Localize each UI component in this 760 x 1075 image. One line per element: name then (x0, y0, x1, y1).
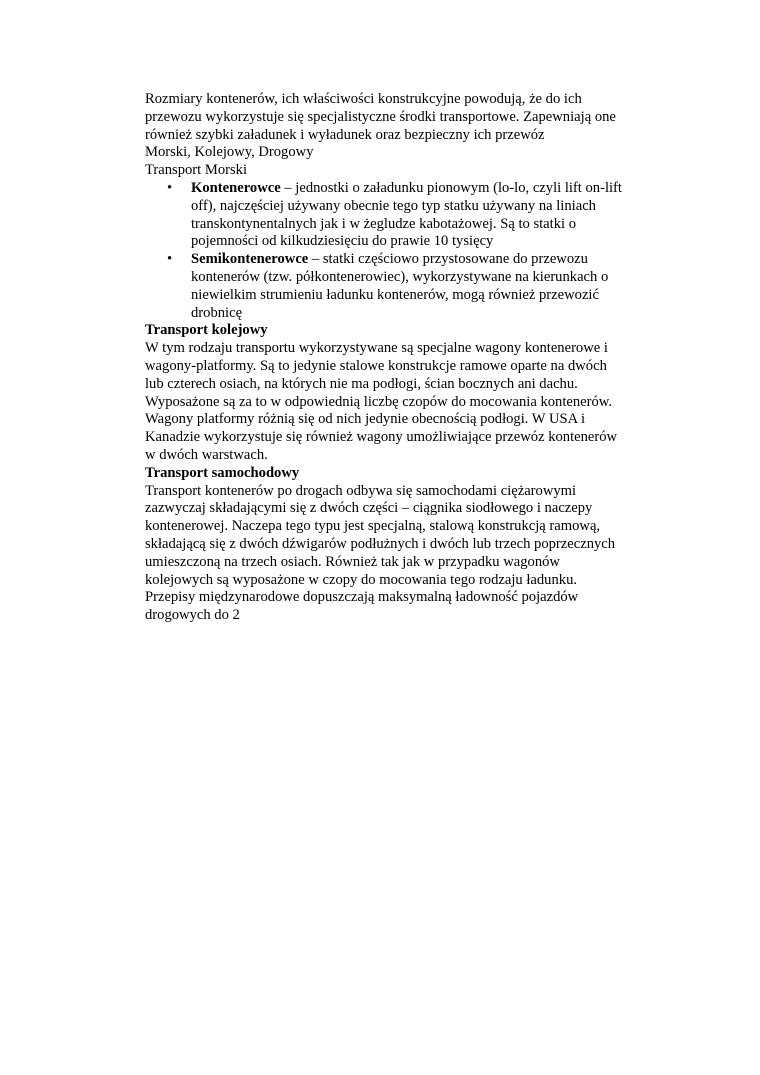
road-transport-heading: Transport samochodowy (145, 464, 300, 481)
document-page (145, 91, 623, 625)
list-item-semi-container-ships (145, 251, 623, 322)
bullet-icon: • (167, 251, 173, 268)
bullet-icon: • (167, 179, 173, 196)
term-container-ships: Kontenerowce (191, 179, 281, 196)
sea-ship-types-list (145, 180, 623, 322)
rail-transport-paragraph: W tym rodzaju transportu wykorzystywane są specjalne wagony kontenerowe i wagony-platformy. Są to jedynie stalowe konstrukcje ramowe oparte na dwóch lub czterech osiach, na których nie ma podłogi, ścian bocznych ani dachu. Wyposażone są za to w odpowiednią liczbę czopów do mocowania kontenerów. Wagony platformy różnią się od nich jedynie obecnością podłogi. W USA i Kanadzie wykorzystuje się również wagony umożliwiające przewóz kontenerów w dwóch warstwach. (145, 340, 618, 463)
sea-transport-heading: Transport Morski (145, 162, 248, 179)
intro-paragraph: Rozmiary kontenerów, ich właściwości konstrukcyjne powodują, że do ich przewozu wykorzystuje się specjalistyczne środki transportowe. Zapewniają one również szybki załadunek i wyładunek oraz bezpieczny ich przewóz (145, 91, 616, 143)
list-item-container-ships (145, 180, 623, 251)
term-semi-container-ships: Semikontenerowce (191, 251, 309, 268)
road-transport-paragraph: Transport kontenerów po drogach odbywa się samochodami ciężarowymi zazwyczaj składającymi się z dwóch części – ciągnika siodłowego i naczepy kontenerowej. Naczepa tego typu jest specjalną, stalową konstrukcją ramową, składającą się z dwóch dźwigarów podłużnych i dwóch lub trzech poprzecznych umieszczoną na trzech osiach. Również tak jak w przypadku wagonów kolejowych są wyposażone w czopy do mocowania tego rodzaju ładunku. Przepisy międzynarodowe dopuszczają maksymalną ładowność pojazdów drogowych do 2 (145, 482, 616, 624)
definition-semi-container-ships: – statki częściowo przystosowane do przewozu kontenerów (tzw. półkontenerowiec), wykorzystywane na kierunkach o niewielkim strumieniu ładunku kontenerów, mogą również przewozić drobnicę (191, 251, 609, 321)
definition-container-ships: – jednostki o załadunku pionowym (lo-lo, czyli lift on-lift off), najczęściej używany obecnie tego typ statku używany na liniach transkontynentalnych jak i w żegludze kabotażowej. Są to statki o pojemności od kilkudziesięciu do prawie 10 tysięcy (191, 179, 622, 250)
rail-transport-heading: Transport kolejowy (145, 322, 268, 339)
transport-modes-line: Morski, Kolejowy, Drogowy (145, 144, 314, 161)
